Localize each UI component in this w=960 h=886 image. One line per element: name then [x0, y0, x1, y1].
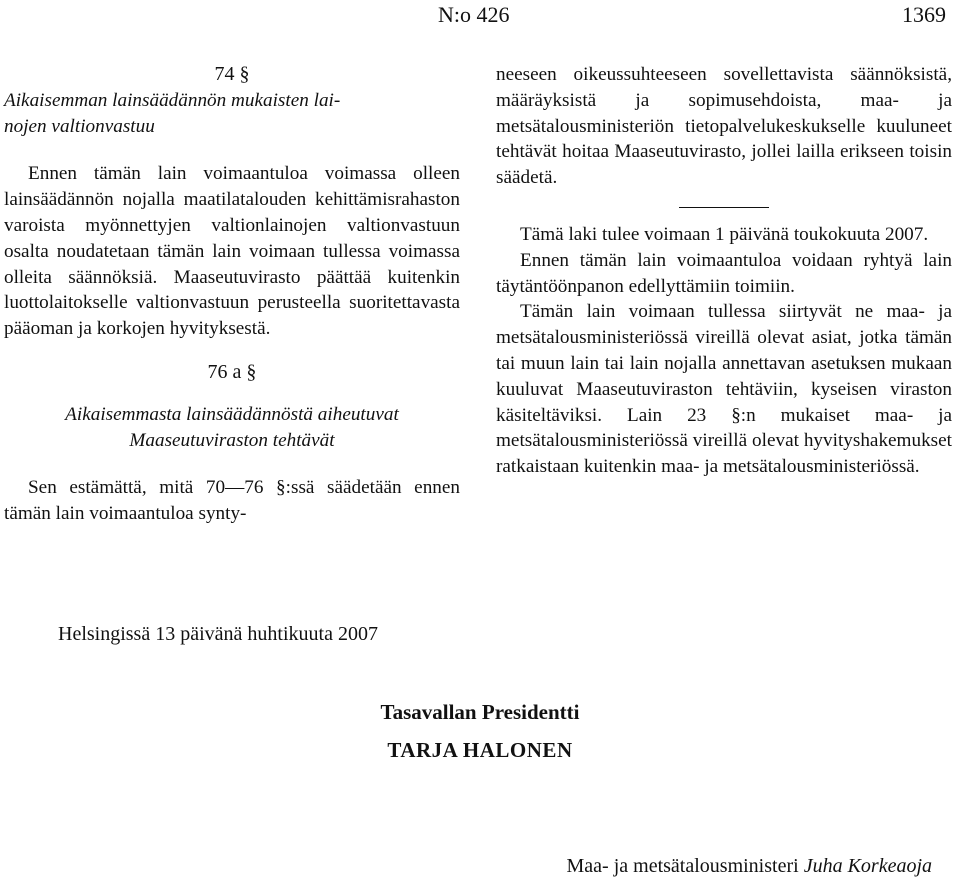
president-name: TARJA HALONEN: [387, 738, 573, 762]
section-74-paragraph: Ennen tämän lain voimaantuloa voimassa olleen lainsäädännön nojalla maatilatalouden kehittämisrahaston varoista myönnettyjen valtionlainojen valtionvastuun osalta noudatetaan tämän lain voimaan tullessa voimassa olleita säännöksiä. Maaseutuvirasto päättää kuitenkin luottolaitokselle valtionvastuun perusteella suoritettavasta pääoman ja korkojen hyvityksestä.: [4, 163, 460, 340]
section-74-title: Aikaisemman lainsäädännön mukaisten lai- nojen valtionvastuu: [4, 89, 341, 137]
section-74-heading: 74 §: [214, 63, 250, 85]
section-76a-paragraph-continued: neeseen oikeussuhteeseen sovellettavista säännöksistä, määräyksistä ja sopimusehdoista, maa- ja metsätalousministeriön tietopalvelukeskukselle kuuluneet tehtävät hoitaa Maaseutuvirasto, jollei lailla erikseen toisin säädetä.: [496, 64, 952, 189]
publication-number: N:o 426: [438, 2, 510, 27]
place-and-date: Helsingissä 13 päivänä huhtikuuta 2007: [58, 623, 378, 645]
minister-name: Juha Korkeaoja: [803, 855, 932, 877]
separator-rule: [679, 207, 769, 208]
president-title: Tasavallan Presidentti: [380, 700, 580, 724]
section-76a-heading: 76 a §: [207, 360, 257, 383]
page-number: 1369: [902, 2, 946, 27]
entry-into-force-paragraph: Tämä laki tulee voimaan 1 päivänä toukokuuta 2007.: [520, 223, 929, 245]
section-76a-paragraph-start: Sen estämättä, mitä 70—76 §:ssä säädetään ennen tämän lain voimaantuloa synty-: [4, 477, 460, 525]
minister-title: Maa- ja metsätalousministeri: [566, 855, 799, 877]
right-column: [496, 62, 952, 480]
preparatory-measures-paragraph: Ennen tämän lain voimaantuloa voidaan ryhtyä lain täytäntöönpanon edellyttämiin toimiin.: [496, 249, 952, 297]
left-column: [4, 62, 460, 527]
minister-signature: [567, 855, 932, 878]
section-76a-title: Aikaisemmasta lainsäädännöstä aiheutuvat Maaseutuviraston tehtävät: [65, 403, 399, 451]
transfer-of-matters-paragraph: Tämän lain voimaan tullessa siirtyvät ne maa- ja metsätalousministeriössä vireillä olevat asiat, jotka tämän tai muun lain tai lain nojalla annettavan asetuksen mukaan kuuluvat Maaseutuviraston tehtäviin, kyseisen viraston käsiteltäviksi. Lain 23 §:n mukaiset maa- ja metsätalousministeriössä vireillä olevat hyvityshakemukset ratkaistaan kuitenkin maa- ja metsätalousministeriössä.: [496, 301, 952, 478]
